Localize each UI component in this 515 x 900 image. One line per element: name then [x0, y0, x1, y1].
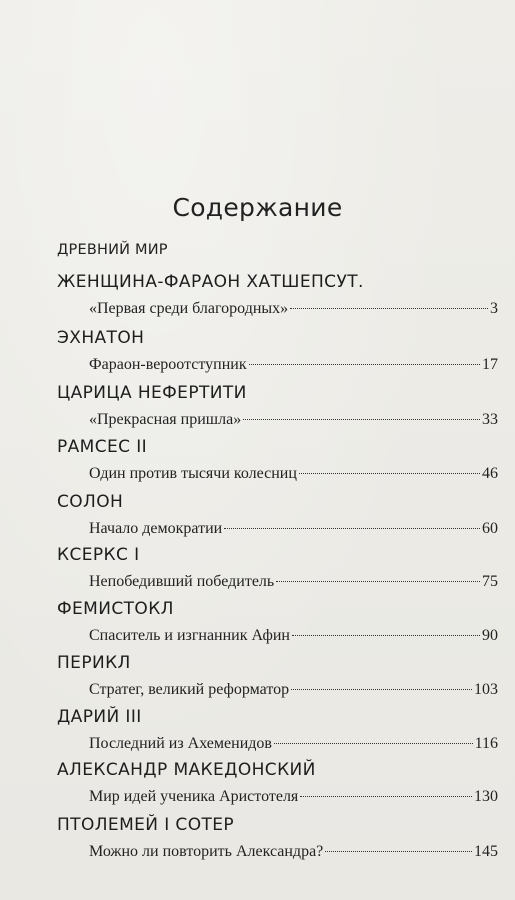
dot-leader	[300, 796, 472, 797]
toc-page-number: 90	[482, 627, 498, 644]
dot-leader	[325, 851, 472, 852]
toc-page-number: 75	[482, 573, 498, 590]
toc-entry-heading: ФЕМИСТОКЛ	[57, 599, 174, 619]
toc-page-number: 46	[482, 465, 498, 482]
toc-entry-subtitle: Один против тысячи колесниц	[89, 465, 297, 482]
toc-page-number: 60	[482, 520, 498, 537]
toc-page-number: 145	[474, 843, 498, 860]
toc-page-number: 3	[490, 300, 498, 317]
toc-entry-row	[89, 627, 498, 645]
toc-entry-heading: АЛЕКСАНДР МАКЕДОНСКИЙ	[57, 760, 316, 780]
toc-entry-subtitle: Спаситель и изгнанник Афин	[89, 627, 290, 644]
dot-leader	[292, 635, 480, 636]
dot-leader	[224, 528, 480, 529]
toc-entry-subtitle: «Прекрасная пришла»	[89, 411, 242, 428]
toc-entry-heading: ЖЕНЩИНА-ФАРАОН ХАТШЕПСУТ.	[57, 272, 364, 292]
toc-entry-row	[89, 465, 498, 483]
toc-entry-subtitle: Можно ли повторить Александра?	[89, 843, 324, 860]
toc-entry-row	[89, 573, 498, 591]
toc-entry-subtitle: Непобедивший победитель	[89, 573, 275, 590]
toc-page-number: 116	[474, 735, 498, 752]
toc-entry-subtitle: Стратег, великий реформатор	[89, 681, 290, 698]
dot-leader	[276, 581, 480, 582]
toc-entry-row	[89, 411, 498, 429]
dot-leader	[274, 743, 473, 744]
toc-entry-subtitle: Последний из Ахеменидов	[89, 735, 272, 752]
toc-entry-row	[89, 843, 498, 861]
toc-entry-heading: ПЕРИКЛ	[57, 653, 131, 673]
toc-entry-heading: СОЛОН	[57, 492, 124, 512]
toc-entry-heading: РАМСЕС II	[57, 437, 148, 457]
toc-page-number: 17	[482, 356, 498, 373]
toc-entry-row	[89, 681, 498, 699]
toc-page-number: 130	[474, 788, 498, 805]
toc-entry-row	[89, 520, 498, 538]
toc-entry-heading: КСЕРКС I	[57, 545, 140, 565]
toc-entry-row	[89, 788, 498, 806]
dot-leader	[243, 419, 480, 420]
toc-page-number: 103	[474, 681, 498, 698]
dot-leader	[249, 364, 480, 365]
toc-entry-row	[89, 735, 498, 753]
toc-entry-heading: ПТОЛЕМЕЙ I СОТЕР	[57, 815, 235, 835]
toc-entry-heading: ДАРИЙ III	[57, 707, 142, 727]
toc-entry-heading: ЭХНАТОН	[57, 328, 145, 348]
toc-entry-heading: ЦАРИЦА НЕФЕРТИТИ	[57, 383, 247, 403]
toc-entry-subtitle: Мир идей ученика Аристотеля	[89, 788, 299, 805]
dot-leader	[290, 308, 488, 309]
page-title: Содержание	[172, 193, 343, 222]
toc-entry-subtitle: Начало демократии	[89, 520, 223, 537]
toc-page-number: 33	[482, 411, 498, 428]
section-heading: ДРЕВНИЙ МИР	[57, 242, 168, 258]
toc-entry-subtitle: Фараон-вероотступник	[89, 356, 247, 373]
toc-entry-row	[89, 300, 498, 318]
dot-leader	[299, 473, 480, 474]
toc-entry-row	[89, 356, 498, 374]
toc-entry-subtitle: «Первая среди благородных»	[89, 300, 289, 317]
dot-leader	[291, 689, 472, 690]
